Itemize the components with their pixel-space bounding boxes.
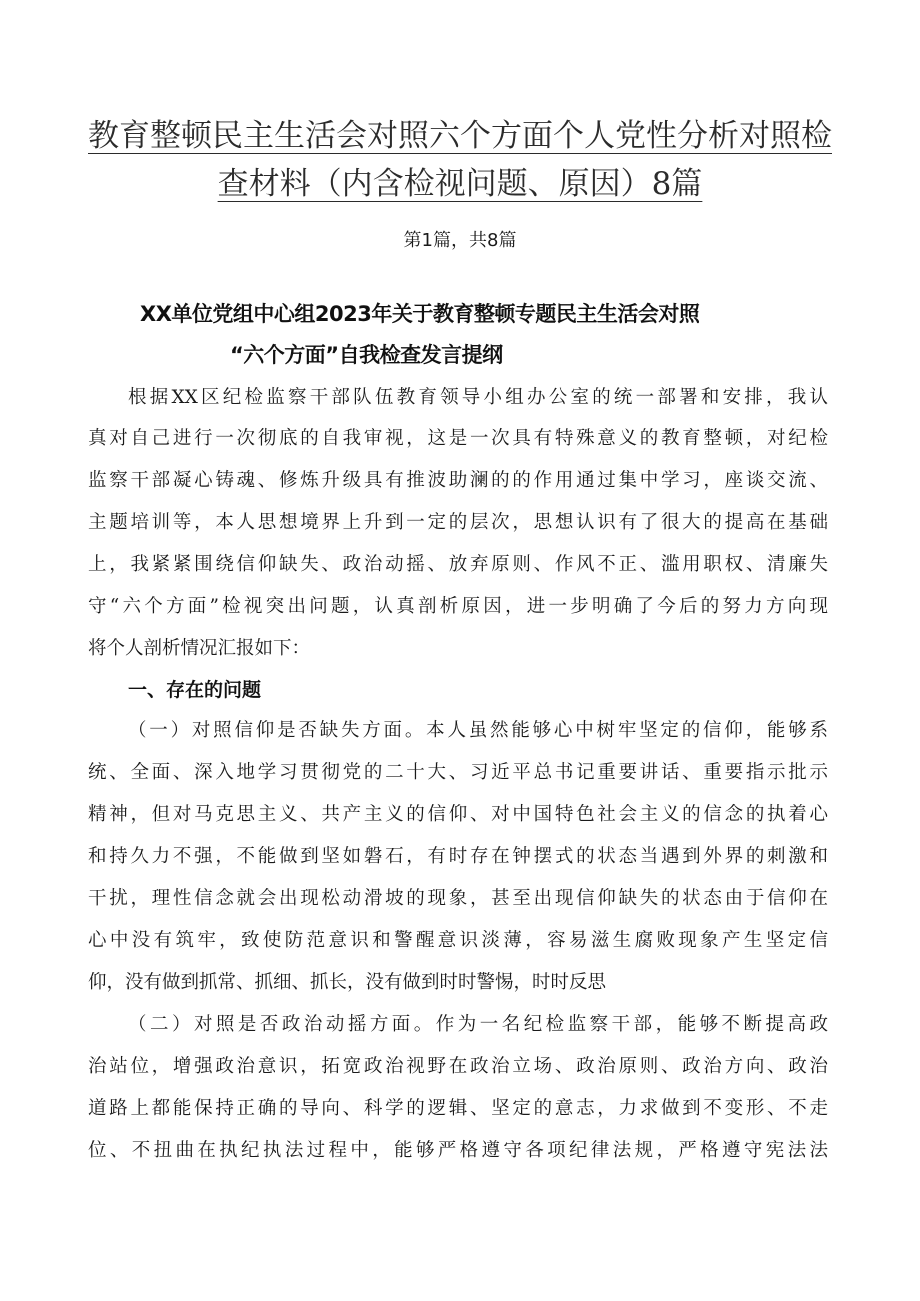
- intro-line-1: 根据XX区纪检监察干部队伍教育领导小组办公室的统一部署和安排，我认: [128, 387, 828, 408]
- intro-line-2: 真对自己进行一次彻底的自我审视，这是一次具有特殊意义的教育整顿，对纪检: [88, 428, 828, 449]
- part-counter: 第1篇，共8篇: [403, 230, 517, 251]
- intro-line-3: 监察干部凝心铸魂、修炼升级具有推波助澜的的作用通过集中学习，座谈交流、: [88, 470, 828, 491]
- section-title-line-2: “六个方面”自我检查发言提纲: [230, 343, 503, 367]
- intro-line-6: 守“六个方面”检视突出问题，认真剖析原因，进一步明确了今后的努力方向现: [88, 596, 828, 617]
- document-title: [70, 112, 850, 208]
- document-title-line-2: 查材料（内含检视问题、原因）8篇: [217, 166, 703, 202]
- document-title-line-1: 教育整顿民主生活会对照六个方面个人党性分析对照检: [88, 118, 832, 154]
- para-2-line-3: 道路上都能保持正确的导向、科学的逻辑、坚定的意志，力求做到不变形、不走: [88, 1098, 828, 1119]
- para-1-line-6: 心中没有筑牢，致使防范意识和警醒意识淡薄，容易滋生腐败现象产生坚定信: [88, 930, 828, 951]
- section-title-line-1: XX单位党组中心组2023年关于教育整顿专题民主生活会对照: [140, 302, 700, 326]
- para-2-line-1: （二）对照是否政治动摇方面。作为一名纪检监察干部，能够不断提高政: [128, 1014, 828, 1035]
- para-1-line-4: 和持久力不强，不能做到坚如磐石，有时存在钟摆式的状态当遇到外界的刺激和: [88, 846, 828, 867]
- para-1-line-3: 精神，但对马克思主义、共产主义的信仰、对中国特色社会主义的信念的执着心: [88, 804, 828, 825]
- para-1-line-1: （一）对照信仰是否缺失方面。本人虽然能够心中树牢坚定的信仰，能够系: [128, 720, 828, 741]
- heading-existing-problems: 一、存在的问题: [128, 679, 262, 701]
- para-1-line-2: 统、全面、深入地学习贯彻党的二十大、习近平总书记重要讲话、重要指示批示: [88, 762, 828, 783]
- intro-line-4: 主题培训等，本人思想境界上升到一定的层次，思想认识有了很大的提高在基础: [88, 512, 828, 533]
- para-2-line-4: 位、不扭曲在执纪执法过程中，能够严格遵守各项纪律法规，严格遵守宪法法: [88, 1140, 828, 1161]
- intro-line-7: 将个人剖析情况汇报如下：: [88, 638, 311, 659]
- para-1-line-7: 仰，没有做到抓常、抓细、抓长，没有做到时时警惕，时时反思: [88, 972, 607, 993]
- para-2-line-2: 治站位，增强政治意识，拓宽政治视野在政治立场、政治原则、政治方向、政治: [88, 1056, 828, 1077]
- intro-line-5: 上，我紧紧围绕信仰缺失、政治动摇、放弃原则、作风不正、滥用职权、清廉失: [88, 554, 828, 575]
- para-1-line-5: 干扰，理性信念就会出现松动滑坡的现象，甚至出现信仰缺失的状态由于信仰在: [88, 888, 828, 909]
